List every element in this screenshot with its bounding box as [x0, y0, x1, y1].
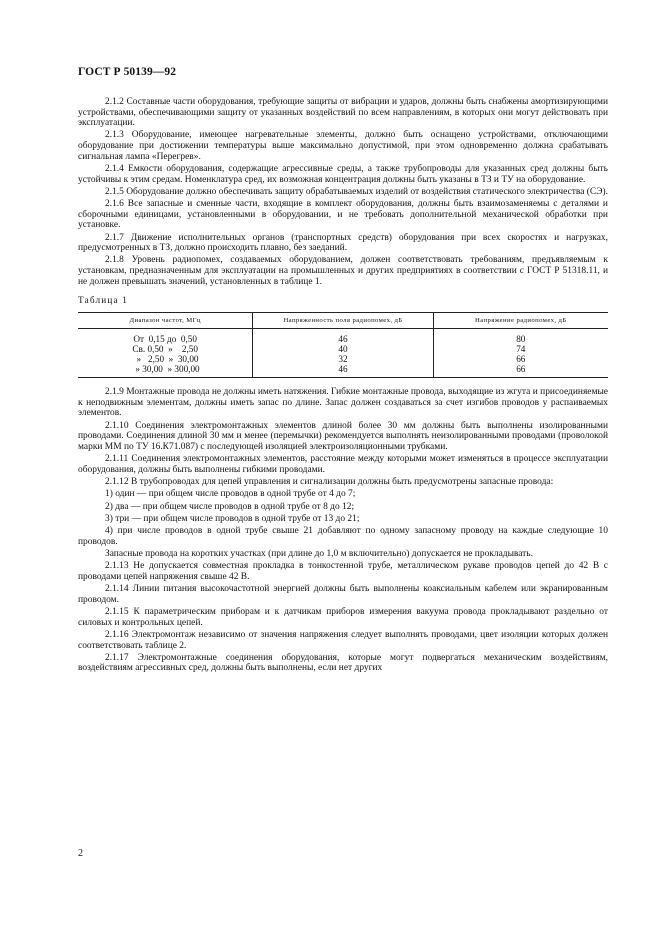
- list-item: 3) три — при общем числе проводов в одной трубе от 13 до 21;: [105, 513, 360, 524]
- document-body: [78, 97, 608, 676]
- table-cell-field-strength: 32: [253, 355, 433, 365]
- paragraph-2-1-3: 2.1.3 Оборудование, имеющее нагревательные элементы, должно быть оснащено устройствами, отключающими оборудование при достижении температуры выше максимально допустимой, при этом одновременно должна срабатывать сигнальная лампа «Перегрев».: [78, 130, 608, 162]
- paragraph-2-1-2: 2.1.2 Составные части оборудования, требующие защиты от вибрации и ударов, должны быть снабжены амортизирующими устройствами, обеспечивающими защиту от указанных воздействий по всем направлениям, в которых они могут действовать при эксплуатации.: [78, 97, 608, 129]
- paragraph-2-1-4: 2.1.4 Емкости оборудования, содержащие агрессивные среды, а также трубопроводы для указанных сред должны быть устойчивы к этим средам. Номенклатура сред, их возможная концентрация должны быть указаны в ТЗ и ТУ на оборудование.: [78, 163, 608, 185]
- paragraph-2-1-10: 2.1.10 Соединения электромонтажных элементов длиной более 30 мм должны быть выполнены изолированными проводами. Соединения длиной 30 мм и менее (перемычки) рекомендуется выполнять неизолированными проводами (проволокой марки ММ по ТУ 16.К71.087) с последующей изоляцией электроизоляционными трубками.: [78, 420, 608, 452]
- paragraph-2-1-14: 2.1.14 Линии питания высокочастотной энергией должны быть выполнены коаксиальным кабелем или экранированным проводом.: [78, 584, 608, 605]
- table-row: [78, 329, 608, 345]
- table-row: [78, 365, 608, 378]
- table-cell-voltage: 66: [433, 355, 608, 365]
- table-cell-range: » 2,50 » 30,00: [131, 353, 199, 364]
- list-item: 4) при числе проводов в одной трубе свыше 21 добавляют по одному запасному проводу на каждые следующие 10 проводов.: [78, 526, 608, 547]
- document-header-title: ГОСТ Р 50139—92: [78, 66, 177, 78]
- table-cell-voltage: 66: [433, 365, 608, 378]
- paragraph-2-1-13: 2.1.13 Не допускается совместная прокладка в тонкостенной трубе, металлическом рукаве проводов цепей до 42 В с проводами цепей напряжения свыше 42 В.: [78, 561, 608, 582]
- paragraph-2-1-8: 2.1.8 Уровень радиопомех, создаваемых оборудованием, должен соответствовать требованиям, предъявляемым к установкам, предназначенным для эксплуатации на промышленных и других предприятиях в соответствии с ГОСТ Р 51318.11, и не должен превышать значений, установленных в таблице 1.: [78, 255, 608, 287]
- list-item: 1) один — при общем числе проводов в одной трубе от 4 до 7;: [105, 489, 356, 500]
- table-cell-field-strength: 46: [253, 365, 433, 378]
- table-header-row: [78, 312, 608, 329]
- table-cell-field-strength: 46: [253, 329, 433, 345]
- table-cell-range: » 30,00 » 300,00: [78, 365, 253, 378]
- table-header-field-strength: Напряженность поля радиопомех, дБ: [253, 312, 433, 329]
- table-header-voltage: Напряжение радиопомех, дБ: [433, 312, 608, 329]
- table-header-frequency-range: Диапазон частот, МГц: [78, 312, 253, 329]
- table-cell-field-strength: 40: [253, 345, 433, 355]
- table-cell-voltage: 80: [433, 329, 608, 345]
- paragraph-2-1-6: 2.1.6 Все запасные и сменные части, входящие в комплект оборудования, должны быть взаимозаменяемы с деталями и сборочными единицами, установленными в оборудовании, и не требовать дополнительной механической обработки при установке.: [78, 199, 608, 231]
- paragraph-spare-wires: Запасные провода на коротких участках (при длине до 1,0 м включительно) допускается не прокладывать.: [105, 549, 533, 560]
- page-number: 2: [78, 848, 83, 859]
- table-cell-range: От 0,15 до 0,50: [133, 334, 197, 345]
- paragraph-2-1-5: 2.1.5 Оборудование должно обеспечивать защиту обрабатываемых изделий от воздействия статического электричества (СЭ).: [105, 186, 608, 197]
- paragraph-2-1-11: 2.1.11 Соединения электромонтажных элементов, расстояние между которыми может изменяться в процессе эксплуатации оборудования, должны быть выполнены гибкими проводами.: [78, 454, 608, 475]
- table-cell-range: Св. 0,50 » 2,50: [132, 344, 198, 355]
- table-1-caption: Таблица 1: [78, 295, 129, 306]
- table-1: [78, 312, 608, 378]
- list-item: 2) два — при общем числе проводов в одной трубе от 8 до 12;: [105, 501, 355, 512]
- paragraph-2-1-15: 2.1.15 К параметрическим приборам и к датчикам приборов измерения вакуума провода прокладывают раздельно от силовых и контрольных цепей.: [78, 607, 608, 628]
- paragraph-2-1-9: 2.1.9 Монтажные провода не должны иметь натяжения. Гибкие монтажные провода, выходящие из жгута и присоединяемые к неподвижным элементам, должны иметь запас по длине. Запас должен создаваться за счет изгибов проводов у распаиваемых элементов.: [78, 387, 608, 419]
- paragraph-2-1-7: 2.1.7 Движение исполнительных органов (транспортных средств) оборудования при всех скоростях и нагрузках, предусмотренных в ТЗ, должно происходить плавно, без заеданий.: [78, 232, 608, 254]
- paragraph-2-1-12: 2.1.12 В трубопроводах для цепей управления и сигнализации должны быть предусмотрены запасные провода:: [105, 477, 554, 488]
- table-cell-voltage: 74: [433, 345, 608, 355]
- paragraph-2-1-17: 2.1.17 Электромонтажные соединения оборудования, которые могут подвергаться механическим воздействиям, воздействиям агрессивных сред, должны быть выполнены, если нет других: [78, 652, 608, 674]
- paragraph-2-1-16: 2.1.16 Электромонтаж независимо от значения напряжения следует выполнять проводами, цвет изоляции которых должен соответствовать таблице 2.: [78, 629, 608, 651]
